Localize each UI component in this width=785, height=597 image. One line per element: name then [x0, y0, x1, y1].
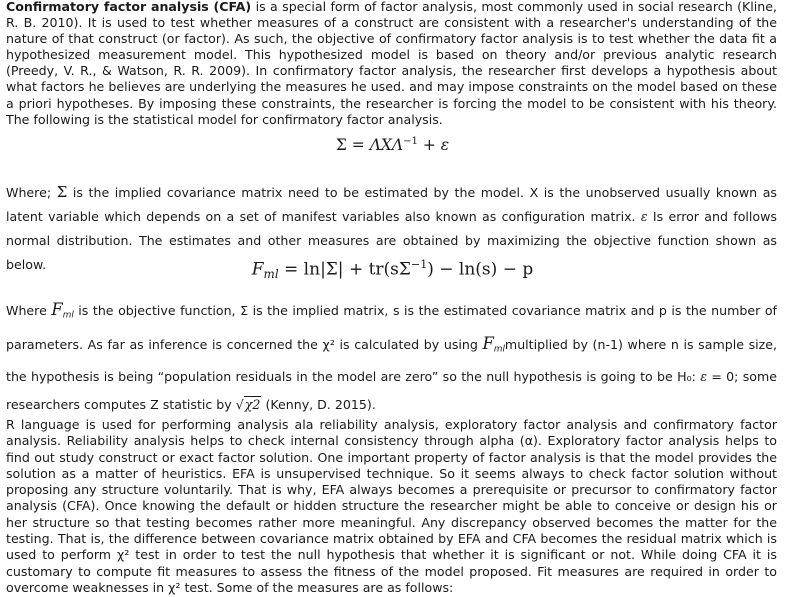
equation-cfa-model — [0, 136, 785, 154]
eq2-rest: = ln|Σ| + tr(sΣ — [278, 259, 411, 280]
sigma-symbol: Σ — [56, 183, 68, 201]
eq2-F: F — [251, 259, 264, 280]
epsilon-symbol: ε — [640, 209, 648, 224]
para4-text: R language is used for performing analysis ala reliability analysis, exploratory factor analysis and confirmatory factor analysis. Reliability analysis helps to check internal consistency through alpha (α). Exploratory factor analysis helps to find out study construct or exact factor solution. One important property of factor analysis is that the model provides the solution as a matter of heuristics. EFA is unsupervised technique. So it seems always to check factor solution without proposing any structure voluntarily. That is why, EFA always becomes a prerequisite or precursor to confirmatory factor analysis (CFA). Once knowing the default or hidden structure the researcher might be able to conceive or design his or her structure so that testing becomes rather more meaningful. Any discrepancy observed becomes the matter for the testing. That is, the difference between covariance matrix obtained by EFA and CFA becomes the residual matrix which is used to perform χ² test in order to test the null hypothesis that whether it is significant or not. While doing CFA it is customary to compute fit measures to assess the fitness of the model proposed. Fit measures are required in order to overcome weaknesses in χ² test. Some of the measures are as follows: — [6, 417, 777, 595]
para2-text: is the implied covariance matrix need to be estimated by the model. X is the unobserved usually known as latent variable which depends on a set of manifest variables also known as configuration matrix. — [6, 185, 777, 224]
sigma-symbol-2: Σ — [240, 303, 249, 318]
fml-symbol: F — [51, 300, 63, 319]
eq1-body: ΛXΛ — [369, 136, 404, 155]
para2-prefix: Where; — [6, 185, 57, 200]
para3-t6: (Kenny, D. 2015). — [261, 397, 376, 413]
para3-t3: is the implied matrix, s is the estimated covariance matrix and p is the number of parameters. As far as inference is concerned the χ² is calculated by using — [6, 303, 777, 352]
para2-text2: Is error and follows normal distribution. The estimates and other measures are obtained by maximizing the objective function shown as below. — [6, 209, 777, 272]
paragraph-where-fml — [6, 296, 777, 419]
cfa-intro-text: is a special form of factor analysis, most commonly used in social research (Kline, R. B. 2010). It is used to test whether measures of a construct are consistent with a researcher's understanding of the nature of that construct (or factor). As such, the objective of confirmatory factor analysis is to test whether the data fit a hypothesized measurement model. This hypothesized model is based on theory and/or previous analytic research (Preedy, V. R., & Watson, R. R. 2009). In confirmatory factor analysis, the researcher first develops a hypothesis about what factors he believes are underlying the measures he used. and may impose constraints on the model based on these a priori hypotheses. By imposing these constraints, the researcher is forcing the model to be consistent with his theory. The following is the statistical model for confirmatory factor analysis. — [6, 0, 777, 127]
eq1-exponent: −1 — [403, 136, 418, 147]
para3-t4: multiplied by (n-1) where n is sample size, the hypothesis is being “population residuals in the model are zero” so the null hypothesis is going to be H₀: — [6, 336, 778, 385]
epsilon-symbol-2: ε — [700, 369, 707, 385]
paragraph-cfa-intro — [6, 0, 777, 128]
eq2-tail: ) − ln(s) − p — [427, 259, 534, 280]
equation-objective-function — [0, 258, 785, 281]
sqrt-sign: √ — [235, 397, 244, 413]
paragraph-r-language — [6, 417, 777, 596]
para3-t1: Where — [6, 303, 52, 318]
para3-t5: = 0; some researchers computes Z statistic by — [6, 369, 777, 413]
eq2-sub: ml — [263, 267, 279, 282]
para3-t2: is the objective function, — [73, 303, 241, 318]
fml-symbol-2: F — [482, 333, 494, 353]
fml-sub-2: ml — [493, 344, 505, 355]
eq1-lhs: Σ = — [335, 136, 370, 155]
fml-sub: ml — [62, 310, 74, 321]
cfa-heading-term: Confirmatory factor analysis (CFA) — [6, 0, 252, 14]
eq1-rest: + ε — [417, 136, 450, 155]
eq2-exponent: −1 — [410, 258, 428, 271]
chi-square-radicand: χ2 — [244, 397, 261, 413]
